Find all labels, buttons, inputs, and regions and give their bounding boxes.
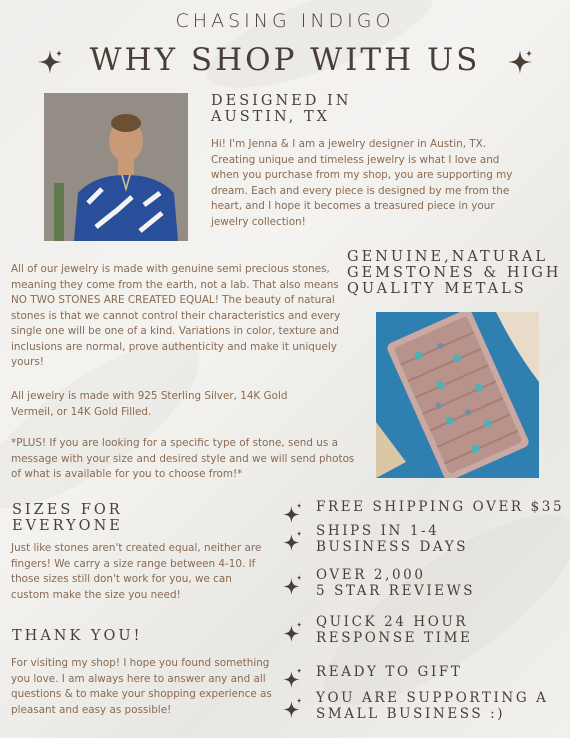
gemstones-para1: All of our jewelry is made with genuine semi precious stones, meaning they come from the earth, not a lab. That also means NO TWO STONES ARE CREATED EQUAL! The beauty of natural stones is that we cannot control their characteristics and every single one will be one of a kind. Variations in color, texture and inclusions are normal, prove authenticity and make it uniquely yours! <box>11 263 341 368</box>
feature-text: RESPONSE TIME <box>316 630 473 646</box>
feature-text: OVER 2,000 <box>316 567 426 583</box>
gemstones-para2: All jewelry is made with 925 Sterling Silver, 14K Gold Vermeil, or 14K Gold Filled. <box>11 390 288 418</box>
gemstones-heading-line3: QUALITY METALS <box>347 281 527 297</box>
sparkle-icon <box>507 49 533 75</box>
feature-text: READY TO GIFT <box>316 664 463 680</box>
sizes-heading-line1: SIZES FOR <box>12 502 123 518</box>
feature-text: SMALL BUSINESS :) <box>316 706 506 722</box>
feature-text: QUICK 24 HOUR <box>316 614 469 630</box>
sizes-body: Just like stones aren't created equal, neither are fingers! We carry a size range between 4-10. If those sizes still don't work for you, we can custom make the size you need! <box>11 542 262 601</box>
sparkle-icon <box>283 531 303 555</box>
gemstones-para3: *PLUS! If you are looking for a specific type of stone, send us a message with your size and desired style and we will send photos of what is available for you to choose from!* <box>11 437 355 480</box>
sparkle-icon <box>283 622 303 646</box>
feature-text: SHIPS IN 1-4 <box>316 523 440 539</box>
designed-body: Hi! I'm Jenna & I am a jewelry designer in Austin, TX. Creating unique and timeless jewelry is what I love and when you purchase from my shop, you are supporting my dream. Each and every piece is designed by me from the heart, and I hope it becomes a treasured piece in your jewelry collection! <box>211 138 513 228</box>
sizes-heading <box>12 502 123 534</box>
sparkle-icon <box>283 575 303 599</box>
page-title: WHY SHOP WITH US <box>89 42 481 78</box>
feature-text: FREE SHIPPING OVER $35 <box>316 499 565 515</box>
designed-heading-line1: DESIGNED IN <box>211 93 352 109</box>
sparkle-icon <box>283 503 303 527</box>
feature-text: YOU ARE SUPPORTING A <box>316 690 549 706</box>
sparkle-icon <box>37 49 63 75</box>
designer-photo <box>44 93 188 241</box>
thanks-body: For visiting my shop! I hope you found something you love. I am always here to answer any and all questions & to make your shopping experience as pleasant and easy as possible! <box>11 657 272 716</box>
gemstones-heading-line1: GENUINE,NATURAL <box>347 249 548 265</box>
sparkle-icon <box>283 698 303 722</box>
designed-heading-line2: AUSTIN, TX <box>211 109 330 125</box>
sizes-heading-line2: EVERYONE <box>12 518 123 534</box>
thanks-heading: THANK YOU! <box>12 628 143 644</box>
rings-tray-photo <box>376 312 539 478</box>
page-title-row <box>0 42 570 78</box>
gemstones-heading <box>347 249 569 297</box>
feature-text: BUSINESS DAYS <box>316 539 469 555</box>
brand-name: CHASING INDIGO <box>175 10 395 32</box>
designed-heading <box>211 93 351 125</box>
sparkle-icon <box>283 668 303 692</box>
gemstones-heading-line2: GEMSTONES & HIGH <box>347 265 562 281</box>
feature-text: 5 STAR REVIEWS <box>316 583 476 599</box>
